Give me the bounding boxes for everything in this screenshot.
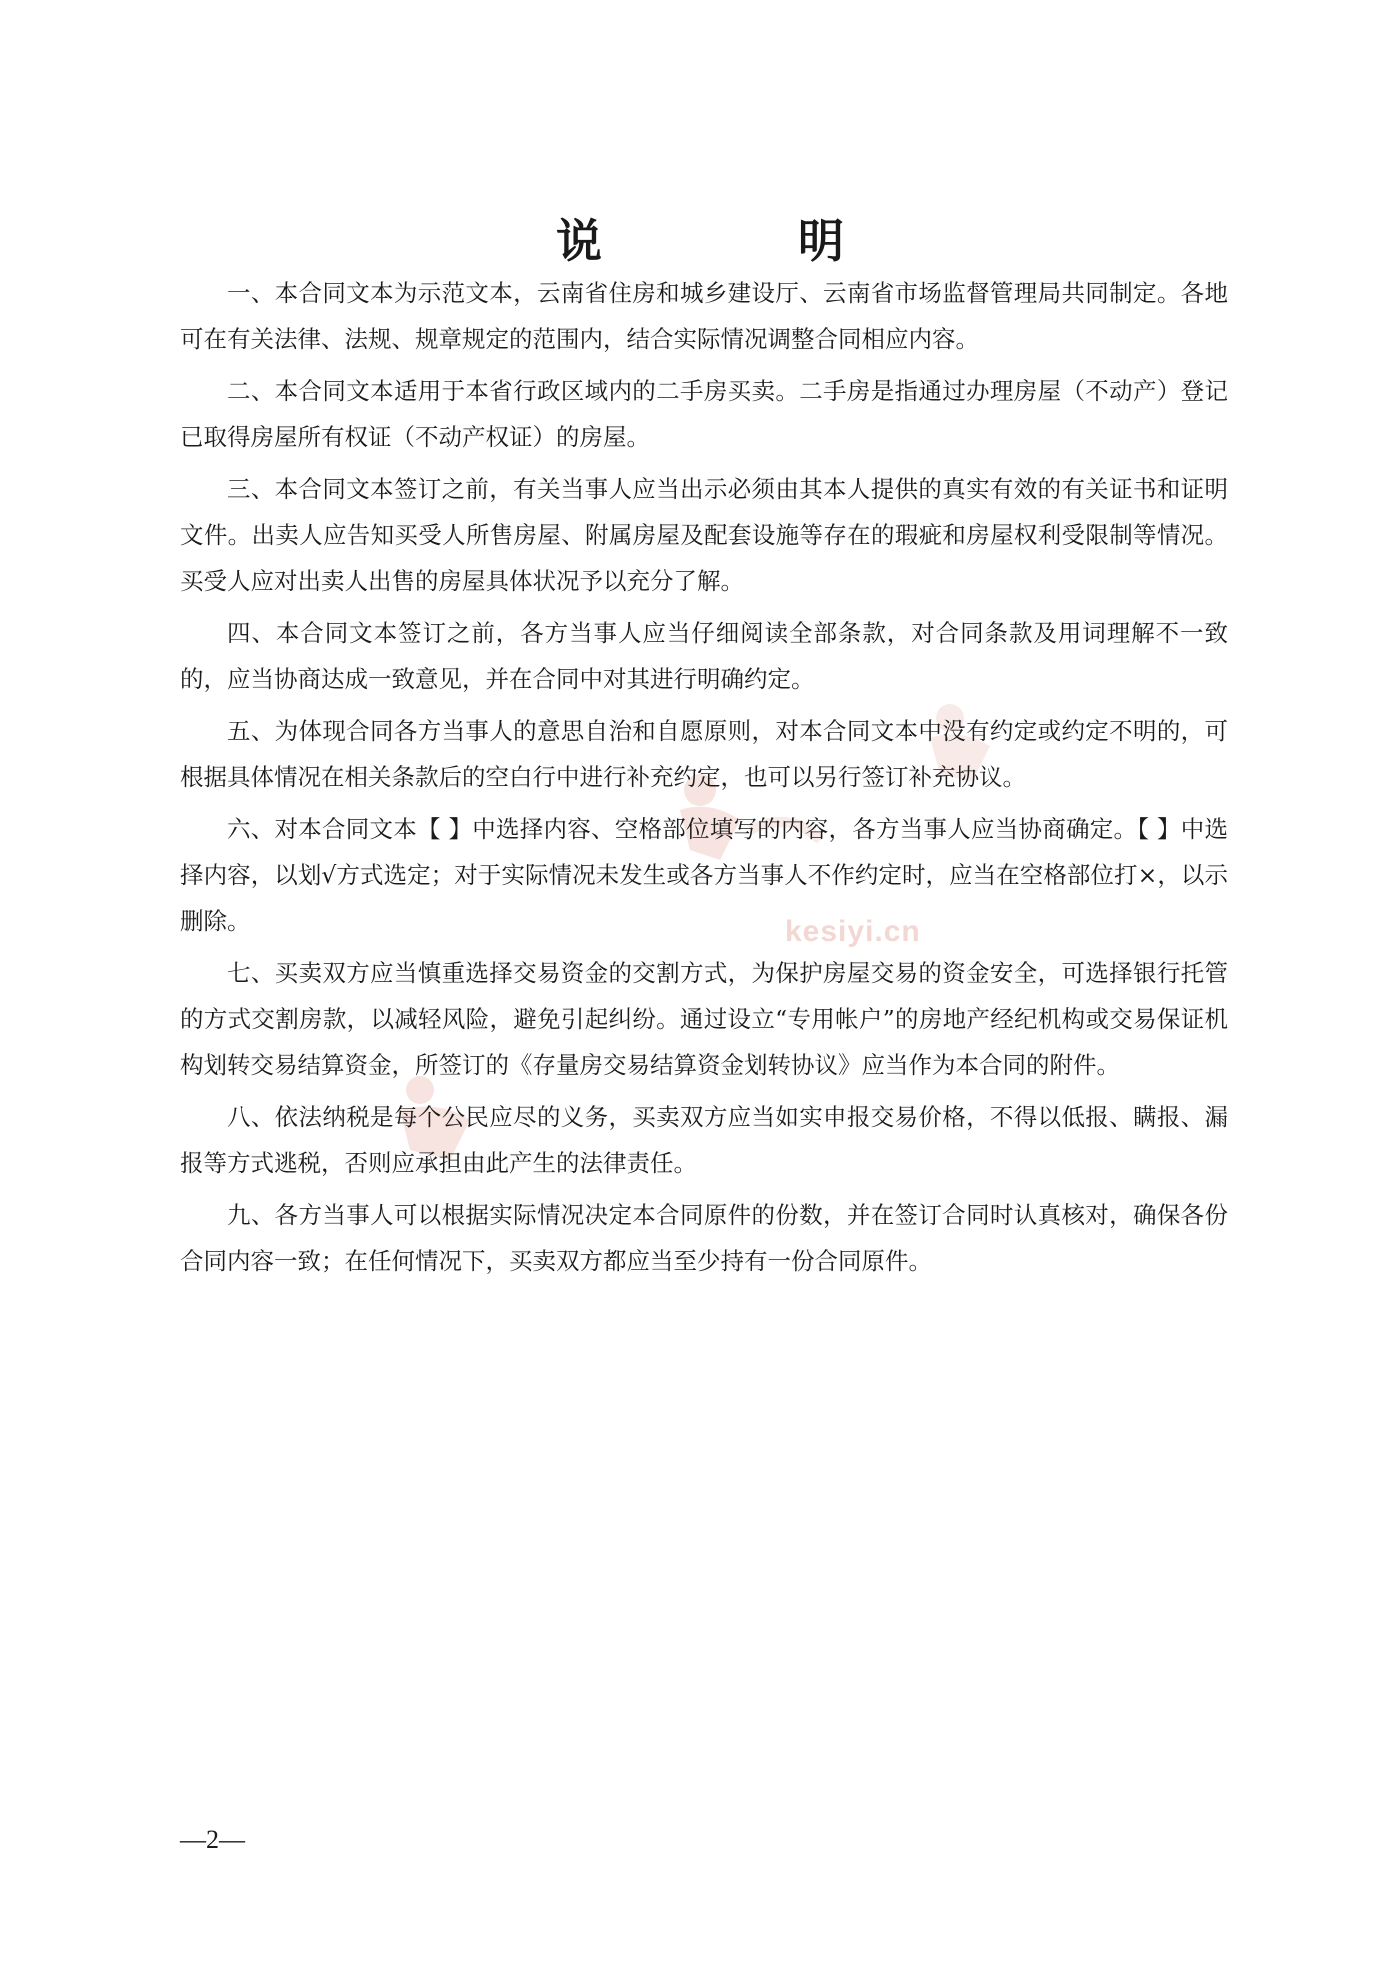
page-title: 说 明 (555, 213, 934, 268)
paragraph-4: 四、本合同文本签订之前，各方当事人应当仔细阅读全部条款，对合同条款及用词理解不一致的，应当协商达成一致意见，并在合同中对其进行明确约定。 (180, 619, 1228, 693)
paragraph-7: 七、买卖双方应当慎重选择交易资金的交割方式，为保护房屋交易的资金安全，可选择银行托管的方式交割房款，以减轻风险，避免引起纠纷。通过设立“专用帐户”的房地产经纪机构或交易保证机构划转交易结算资金，所签订的《存量房交易结算资金划转协议》应当作为本合同的附件。 (180, 959, 1228, 1079)
paragraph-3: 三、本合同文本签订之前，有关当事人应当出示必须由其本人提供的真实有效的有关证书和证明文件。出卖人应告知买受人所售房屋、附属房屋及配套设施等存在的瑕疵和房屋权利受限制等情况。买受人应对出卖人出售的房屋具体状况予以充分了解。 (180, 475, 1228, 595)
paragraph-9: 九、各方当事人可以根据实际情况决定本合同原件的份数，并在签订合同时认真核对，确保各份合同内容一致；在任何情况下，买卖双方都应当至少持有一份合同原件。 (180, 1201, 1228, 1275)
paragraph-6: 六、对本合同文本【 】中选择内容、空格部位填写的内容，各方当事人应当协商确定。【 】中选择内容，以划√方式选定；对于实际情况未发生或各方当事人不作约定时，应当在空格部位打×，以示删除。 (180, 815, 1228, 935)
paragraph-2: 二、本合同文本适用于本省行政区域内的二手房买卖。二手房是指通过办理房屋（不动产）登记已取得房屋所有权证（不动产权证）的房屋。 (180, 377, 1228, 451)
document-body (180, 270, 1228, 1290)
paragraph-5: 五、为体现合同各方当事人的意思自治和自愿原则，对本合同文本中没有约定或约定不明的，可根据具体情况在相关条款后的空白行中进行补充约定，也可以另行签订补充协议。 (180, 717, 1228, 791)
paragraph-8: 八、依法纳税是每个公民应尽的义务，买卖双方应当如实申报交易价格，不得以低报、瞒报、漏报等方式逃税，否则应承担由此产生的法律责任。 (180, 1103, 1228, 1177)
watermark-text: kesiyi.cn (785, 915, 921, 948)
paragraph-1: 一、本合同文本为示范文本，云南省住房和城乡建设厅、云南省市场监督管理局共同制定。各地可在有关法律、法规、规章规定的范围内，结合实际情况调整合同相应内容。 (180, 279, 1228, 353)
page-number: —2— (180, 1825, 245, 1854)
